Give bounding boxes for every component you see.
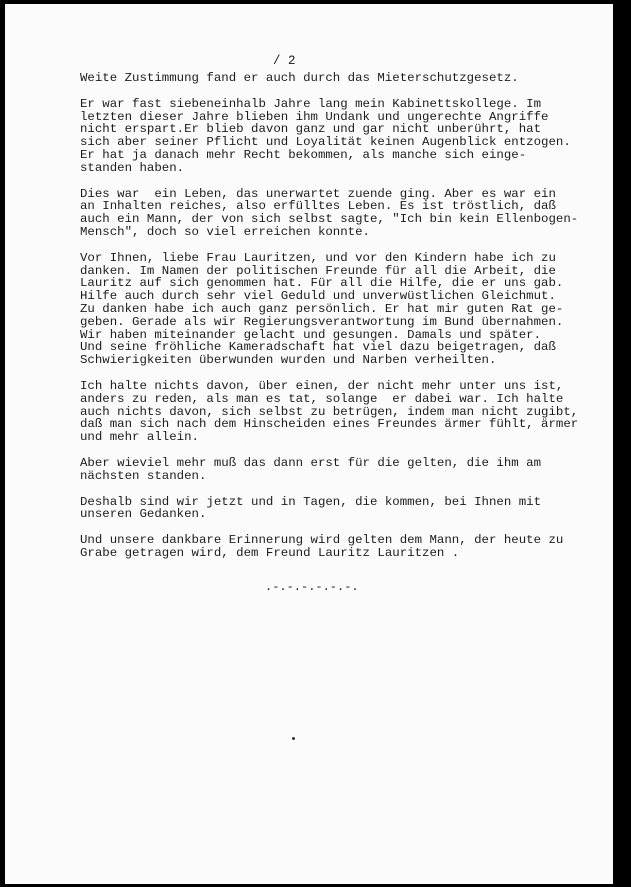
text-line: Er hat ja danach mehr Recht bekommen, als manche sich einge- <box>80 147 527 162</box>
text-line: Weite Zustimmung fand er auch durch das Mieterschutzgesetz. <box>80 71 519 85</box>
text-line: letzten dieser Jahre blieben ihm Undank und ungerechte Angriffe <box>80 109 549 124</box>
text-line: danken. Im Namen der politischen Freunde für all die Arbeit, die <box>80 263 556 278</box>
scan-border <box>613 0 631 887</box>
text-line: auch ein Mann, der von sich selbst sagte, "Ich bin kein Ellenbogen- <box>80 212 579 227</box>
document-page <box>5 4 613 884</box>
text-line: Und seine fröhliche Kameradschaft hat viel dazu beigetragen, daß <box>80 340 556 355</box>
text-line: standen haben. <box>80 160 185 175</box>
text-line: sich aber seiner Pflicht und Loyalität keinen Augenblick entzogen. <box>80 135 571 150</box>
text-line: Und unsere dankbare Erinnerung wird gelten dem Mann, der heute zu <box>80 533 564 548</box>
text-line: Schwierigkeiten überwunden wurden und Narben verheilten. <box>80 353 497 368</box>
paragraph <box>80 496 580 522</box>
text-line: anders zu reden, als man es tat, solange er dabei war. Ich halte <box>80 391 564 406</box>
text-line: nächsten standen. <box>80 468 207 483</box>
text-line: auch nichts davon, sich selbst zu betrügen, indem man nicht zugibt, <box>80 404 579 419</box>
text-line: und mehr allein. <box>80 430 199 445</box>
closing-separator: .-.-.-.-.-.-. <box>265 580 359 594</box>
paragraph <box>80 188 580 239</box>
text-line: Deshalb sind wir jetzt und in Tagen, die kommen, bei Ihnen mit <box>80 494 542 509</box>
text-line: geben. Gerade als wir Regierungsverantwortung im Bund übernahmen. <box>80 314 564 329</box>
text-line: Wir haben miteinander gelacht und gesungen. Damals und später. <box>80 327 542 342</box>
paragraph <box>80 72 580 85</box>
text-line: daß man sich nach dem Hinscheiden eines Freundes ärmer fühlt, ärmer <box>80 417 579 432</box>
text-line: unseren Gedanken. <box>80 507 207 522</box>
text-line: Mensch", doch so viel erreichen konnte. <box>80 224 370 239</box>
document-body <box>80 72 580 573</box>
page-number: / 2 <box>273 54 296 68</box>
text-line: Lauritz auf sich genommen hat. Für all die Hilfe, die er uns gab. <box>80 276 564 291</box>
paragraph <box>80 457 580 483</box>
text-line: Zu danken habe ich auch ganz persönlich. Er hat mir guten Rat ge- <box>80 301 564 316</box>
text-line: Vor Ihnen, liebe Frau Lauritzen, und vor den Kindern habe ich zu <box>80 250 556 265</box>
paragraph <box>80 534 580 560</box>
text-line: Aber wieviel mehr muß das dann erst für die gelten, die ihm am <box>80 455 542 470</box>
text-line: nicht erspart.Er blieb davon ganz und gar nicht unberührt, hat <box>80 122 542 137</box>
paragraph <box>80 252 580 367</box>
text-line: Dies war ein Leben, das unerwartet zuende ging. Aber es war ein <box>80 186 556 201</box>
paragraph <box>80 380 580 444</box>
text-line: Hilfe auch durch sehr viel Geduld und unverwüstlichen Gleichmut. <box>80 289 556 304</box>
text-line: Ich halte nichts davon, über einen, der nicht mehr unter uns ist, <box>80 378 564 393</box>
text-line: Grabe getragen wird, dem Freund Lauritz Lauritzen . <box>80 545 460 560</box>
paragraph <box>80 98 580 175</box>
ink-speck <box>292 737 295 740</box>
text-line: an Inhalten reiches, also erfülltes Leben. Es ist tröstlich, daß <box>80 199 556 214</box>
text-line: Er war fast siebeneinhalb Jahre lang mein Kabinettskollege. Im <box>80 96 542 111</box>
